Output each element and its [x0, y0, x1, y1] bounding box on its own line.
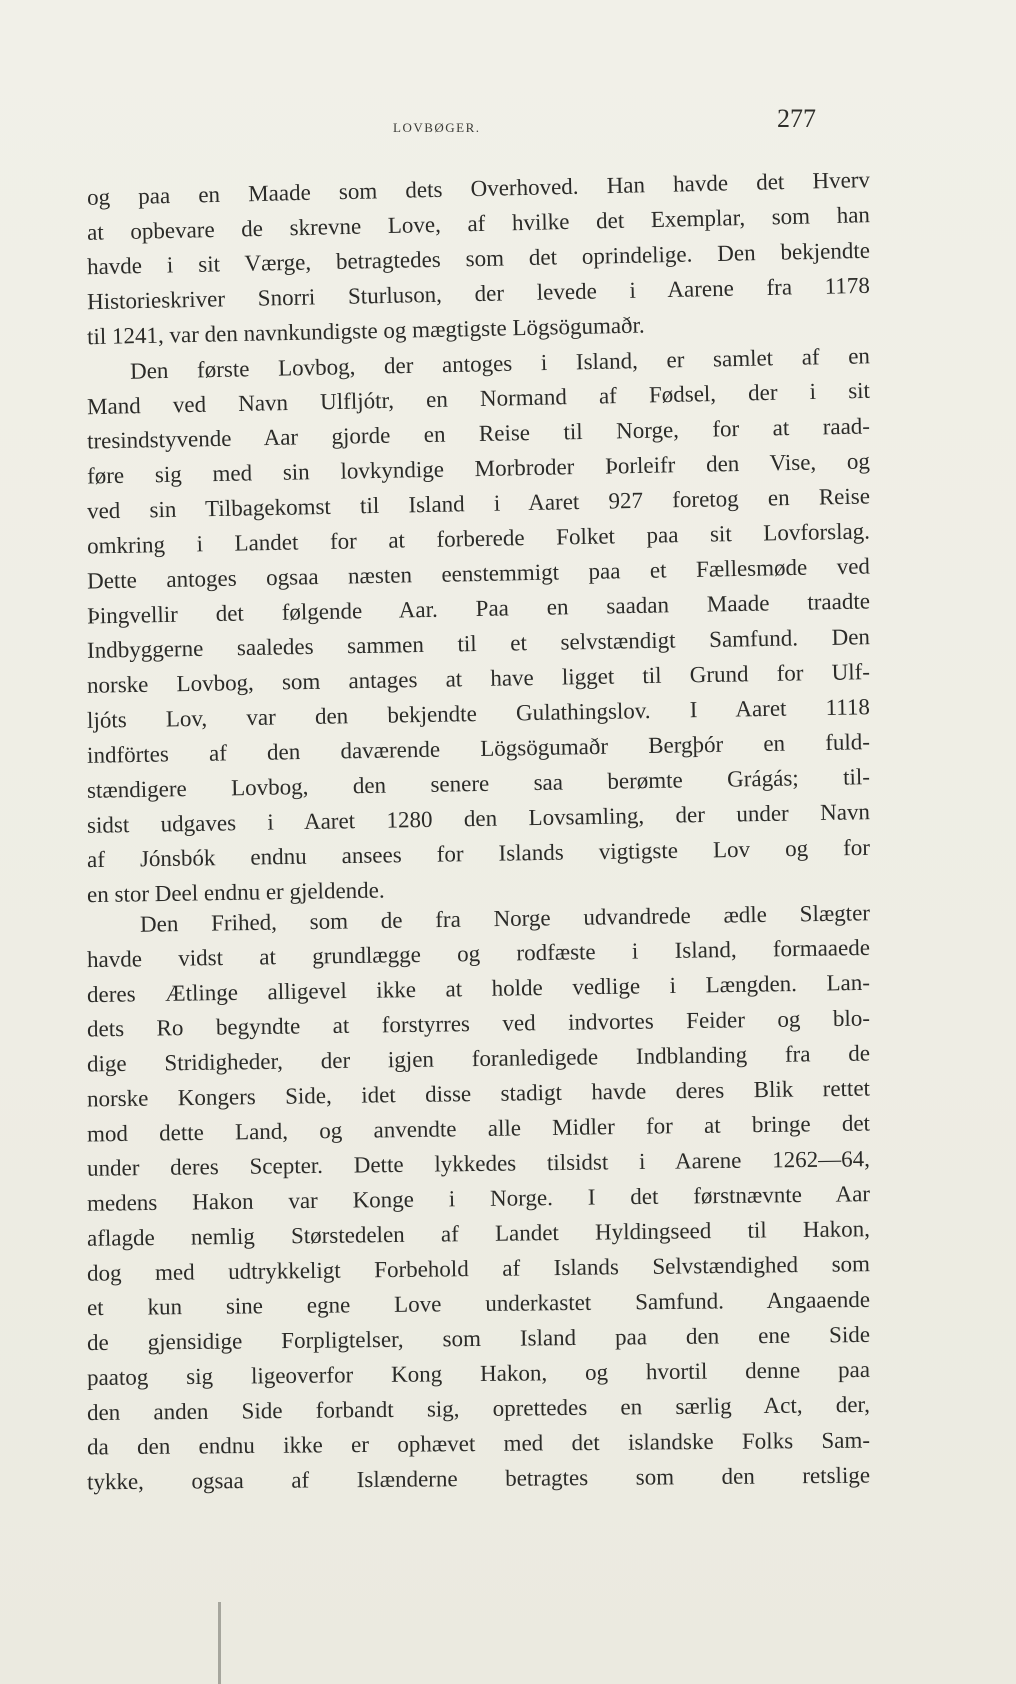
text-line: føre sig med sin lovkyndige Morbroder Þorleifr den Vise, og: [86, 448, 871, 489]
scan-edge-mark: [218, 1602, 221, 1684]
text-line: af Jónsbók endnu ansees for Islands vigtigste Lov og for: [86, 834, 871, 873]
text-line: og paa en Maade som dets Overhoved. Han havde det Hverv: [86, 167, 871, 210]
text-line: Indbyggerne saaledes sammen til et selvstændigt Samfund. Den: [86, 624, 871, 663]
text-line: medens Hakon var Konge i Norge. I det førstnævnte Aar: [86, 1181, 871, 1216]
text-line: paatog sig ligeoverfor Kong Hakon, og hvortil denne paa: [86, 1356, 871, 1391]
text-line: havde vidst at grundlægge og rodfæste i Island, formaaede: [86, 934, 871, 973]
text-line: ved sin Tilbagekomst til Island i Aaret 927 foretog en Reise: [86, 483, 871, 524]
text-line: tykke, ogsaa af Islænderne betragtes som den retslige: [86, 1462, 871, 1495]
text-line: stændigere Lovbog, den senere saa berømte Grágás; til-: [86, 764, 871, 803]
page-number: 277: [777, 104, 816, 133]
text-line: Þingvellir det følgende Aar. Paa en saadan Maade traadte: [86, 588, 871, 629]
text-line: at opbevare de skrevne Love, af hvilke det Exemplar, som han: [86, 202, 871, 245]
text-line: omkring i Landet for at forberede Folket paa sit Lovforslag.: [86, 518, 871, 559]
text-line: deres Ætlinge alligevel ikke at holde vedlige i Længden. Lan-: [86, 969, 871, 1008]
text-line: dog med udtrykkeligt Forbehold af Islands Selvstændighed som: [86, 1251, 871, 1286]
text-line: den anden Side forbandt sig, oprettedes en særlig Act, der,: [86, 1391, 871, 1426]
text-line: sidst udgaves i Aaret 1280 den Lovsamling, der under Navn: [86, 799, 871, 838]
text-line: da den endnu ikke er ophævet med det islandske Folks Sam-: [86, 1427, 871, 1460]
text-line: et kun sine egne Love underkastet Samfund. Angaaende: [86, 1286, 871, 1321]
text-line: Den Frihed, som de fra Norge udvandrede ædle Slægter: [139, 900, 871, 937]
text-line: Historieskriver Snorri Sturluson, der levede i Aarene fra 1178: [86, 272, 871, 315]
text-line: Dette antoges ogsaa næsten eenstemmigt paa et Fællesmøde ved: [86, 553, 871, 594]
running-head: LOVBØGER.: [393, 120, 481, 135]
text-line: tresindstyvende Aar gjorde en Reise til Norge, for at raad-: [86, 413, 871, 454]
text-line: under deres Scepter. Dette lykkedes tilsidst i Aarene 1262—64,: [86, 1146, 871, 1181]
text-line: mod dette Land, og anvendte alle Midler for at bringe det: [86, 1110, 871, 1147]
text-line: de gjensidige Forpligtelser, som Island paa den ene Side: [86, 1321, 871, 1356]
text-line: Mand ved Navn Ulfljótr, en Normand af Fødsel, der i sit: [86, 377, 871, 420]
text-line: norske Lovbog, som antages at have ligget til Grund for Ulf-: [86, 659, 871, 698]
text-line: indförtes af den daværende Lögsögumaðr Bergþór en fuld-: [86, 729, 871, 768]
text-line: norske Kongers Side, idet disse stadigt havde deres Blik rettet: [86, 1075, 871, 1112]
text-line: dige Stridigheder, der igjen foranledigede Indblanding fra de: [86, 1040, 871, 1077]
text-line: Den første Lovbog, der antoges i Island, er samlet af en: [129, 343, 871, 384]
text-line: dets Ro begyndte at forstyrres ved indvortes Feider og blo-: [86, 1005, 871, 1042]
text-line: aflagde nemlig Størstedelen af Landet Hyldingseed til Hakon,: [86, 1216, 871, 1251]
text-line: havde i sit Værge, betragtedes som det oprindelige. Den bekjendte: [86, 237, 871, 280]
text-line: en stor Deel endnu er gjeldende.: [86, 877, 385, 908]
text-line: til 1241, var den navnkundigste og mægtigste Lögsögumaðr.: [86, 312, 645, 350]
text-line: ljóts Lov, var den bekjendte Gulathingslov. I Aaret 1118: [86, 694, 871, 733]
